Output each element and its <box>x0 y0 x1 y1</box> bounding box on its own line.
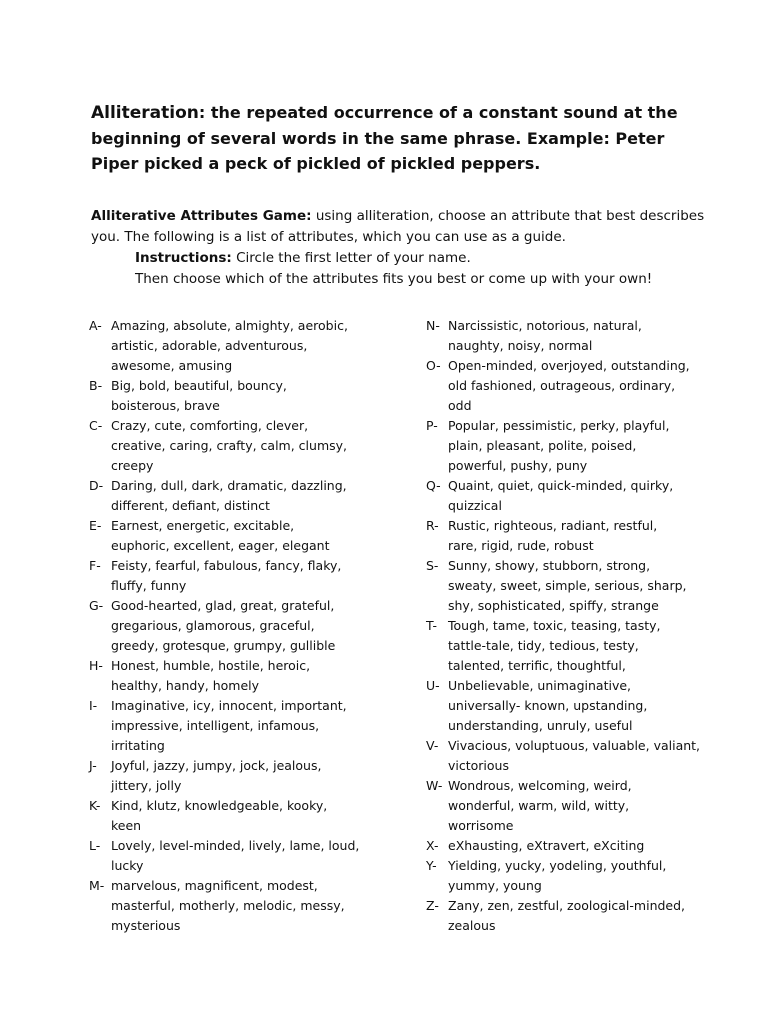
attribute-line: boisterous, brave <box>111 398 220 413</box>
attribute-letter: H- <box>89 658 103 673</box>
attribute-line: shy, sophisticated, spiffy, strange <box>448 598 659 613</box>
attribute-entry <box>89 476 389 516</box>
attribute-list <box>448 896 736 936</box>
attribute-entry <box>426 516 736 556</box>
attribute-line: rare, rigid, rude, robust <box>448 538 594 553</box>
attribute-line: Amazing, absolute, almighty, aerobic, <box>111 318 348 333</box>
attribute-line: fluffy, funny <box>111 578 187 593</box>
attribute-list <box>111 596 389 656</box>
attribute-line: Quaint, quiet, quick-minded, quirky, <box>448 478 674 493</box>
attribute-line: artistic, adorable, adventurous, <box>111 338 308 353</box>
game-intro <box>91 206 711 248</box>
attribute-line: mysterious <box>111 918 181 933</box>
attribute-entry <box>89 836 389 876</box>
attribute-line: Zany, zen, zestful, zoological-minded, <box>448 898 686 913</box>
attribute-line: different, defiant, distinct <box>111 498 270 513</box>
attribute-entry <box>89 556 389 596</box>
attribute-letter: V- <box>426 738 439 753</box>
attribute-list <box>448 516 736 556</box>
attribute-line: wonderful, warm, wild, witty, <box>448 798 630 813</box>
instructions-label: Instructions: <box>135 250 232 266</box>
attribute-line: Feisty, fearful, fabulous, fancy, flaky, <box>111 558 342 573</box>
attribute-line: Sunny, showy, stubborn, strong, <box>448 558 651 573</box>
attribute-entry <box>89 516 389 556</box>
attribute-line: understanding, unruly, useful <box>448 718 633 733</box>
attribute-letter: E- <box>89 518 102 533</box>
instructions-line <box>91 248 711 269</box>
attribute-line: victorious <box>448 758 509 773</box>
attribute-line: Earnest, energetic, excitable, <box>111 518 295 533</box>
attribute-letter: Q- <box>426 478 441 493</box>
attribute-line: Good-hearted, glad, great, grateful, <box>111 598 335 613</box>
attribute-line: healthy, handy, homely <box>111 678 260 693</box>
attribute-line: gregarious, glamorous, graceful, <box>111 618 315 633</box>
attribute-letter: L- <box>89 838 101 853</box>
attribute-entry <box>426 896 736 936</box>
attribute-letter: Z- <box>426 898 439 913</box>
attribute-entry <box>89 756 389 796</box>
attribute-entry <box>89 316 389 376</box>
attribute-list <box>448 316 736 356</box>
attribute-entry <box>426 836 736 856</box>
attribute-line: keen <box>111 818 142 833</box>
attribute-list <box>111 696 389 756</box>
attribute-line: old fashioned, outrageous, ordinary, <box>448 378 676 393</box>
attribute-letter: X- <box>426 838 439 853</box>
attribute-entry <box>89 596 389 656</box>
attribute-line: lucky <box>111 858 144 873</box>
attribute-list <box>111 836 389 876</box>
attribute-line: creative, caring, crafty, calm, clumsy, <box>111 438 347 453</box>
attribute-entry <box>89 416 389 476</box>
attribute-line: Open-minded, overjoyed, outstanding, <box>448 358 690 373</box>
attribute-entry <box>426 736 736 776</box>
attribute-line: Crazy, cute, comforting, clever, <box>111 418 309 433</box>
attribute-entry <box>426 316 736 356</box>
attribute-line: Unbelievable, unimaginative, <box>448 678 632 693</box>
attribute-line: Tough, tame, toxic, teasing, tasty, <box>448 618 661 633</box>
attribute-entry <box>89 796 389 836</box>
attribute-list <box>448 676 736 736</box>
attribute-line: Lovely, level-minded, lively, lame, loud, <box>111 838 360 853</box>
attribute-line: naughty, noisy, normal <box>448 338 593 353</box>
attribute-letter: O- <box>426 358 441 373</box>
attribute-entry <box>426 416 736 476</box>
attribute-entry <box>426 776 736 836</box>
attribute-line: Narcissistic, notorious, natural, <box>448 318 642 333</box>
instructions-text: Circle the first letter of your name. <box>236 250 471 266</box>
attribute-letter: T- <box>426 618 437 633</box>
attribute-line: quizzical <box>448 498 502 513</box>
attribute-line: Joyful, jazzy, jumpy, jock, jealous, <box>111 758 322 773</box>
definition-term: Alliteration <box>91 103 199 123</box>
attribute-line: Imaginative, icy, innocent, important, <box>111 698 347 713</box>
game-text: using alliteration, choose an attribute that best describes you. The following is a list of attributes, which you can use as a guide. <box>91 208 705 245</box>
attribute-letter: C- <box>89 418 103 433</box>
attribute-list <box>111 316 389 376</box>
attribute-line: masterful, motherly, melodic, messy, <box>111 898 345 913</box>
definition-paragraph <box>91 100 691 176</box>
attribute-letter: M- <box>89 878 105 893</box>
attribute-line: Big, bold, beautiful, bouncy, <box>111 378 287 393</box>
attribute-letter: D- <box>89 478 104 493</box>
attribute-letter: R- <box>426 518 439 533</box>
attribute-line: Honest, humble, hostile, heroic, <box>111 658 311 673</box>
attribute-list <box>448 616 736 676</box>
attribute-line: impressive, intelligent, infamous, <box>111 718 320 733</box>
attribute-letter: I- <box>89 698 98 713</box>
attribute-entry <box>426 676 736 736</box>
attribute-list <box>448 556 736 616</box>
attribute-line: tattle-tale, tidy, tedious, testy, <box>448 638 639 653</box>
attribute-line: marvelous, magnificent, modest, <box>111 878 318 893</box>
attribute-line: Daring, dull, dark, dramatic, dazzling, <box>111 478 347 493</box>
attribute-letter: S- <box>426 558 439 573</box>
game-section <box>91 206 711 290</box>
attribute-entry <box>89 376 389 416</box>
attribute-entry <box>426 616 736 676</box>
attribute-entry <box>426 476 736 516</box>
attribute-line: plain, pleasant, polite, poised, <box>448 438 637 453</box>
attribute-list <box>448 856 736 896</box>
attribute-list <box>448 836 736 856</box>
attribute-letter: W- <box>426 778 443 793</box>
attribute-letter: F- <box>89 558 101 573</box>
attribute-line: talented, terrific, thoughtful, <box>448 658 626 673</box>
game-title: Alliterative Attributes Game: <box>91 208 312 224</box>
definition-colon: : <box>198 103 206 122</box>
definition-text: the repeated occurrence of a constant sound at the beginning of several words in the same phrase. Example: Peter Piper picked a peck of pickled of pickled peppers. <box>91 103 678 173</box>
attribute-list <box>111 416 389 476</box>
attribute-list <box>111 376 389 416</box>
attribute-line: Rustic, righteous, radiant, restful, <box>448 518 658 533</box>
attribute-list <box>448 776 736 836</box>
attribute-list <box>111 876 389 936</box>
attributes-column-right <box>426 316 736 936</box>
attribute-letter: J- <box>89 758 97 773</box>
attribute-line: sweaty, sweet, simple, serious, sharp, <box>448 578 687 593</box>
attribute-letter: N- <box>426 318 440 333</box>
attribute-letter: Y- <box>426 858 437 873</box>
attribute-entry <box>426 556 736 616</box>
attribute-list <box>448 416 736 476</box>
attribute-entry <box>426 356 736 416</box>
attribute-line: Vivacious, voluptuous, valuable, valiant, <box>448 738 701 753</box>
attribute-list <box>111 756 389 796</box>
attribute-list <box>111 556 389 596</box>
attribute-list <box>111 656 389 696</box>
attribute-list <box>448 476 736 516</box>
attribute-line: zealous <box>448 918 496 933</box>
attribute-list <box>448 356 736 416</box>
attribute-list <box>111 796 389 836</box>
attribute-letter: B- <box>89 378 103 393</box>
attribute-line: Kind, klutz, knowledgeable, kooky, <box>111 798 328 813</box>
attribute-line: universally- known, upstanding, <box>448 698 648 713</box>
attribute-letter: G- <box>89 598 104 613</box>
attribute-line: powerful, pushy, puny <box>448 458 588 473</box>
attributes-column-left <box>89 316 389 936</box>
attribute-entry <box>426 856 736 896</box>
attribute-entry <box>89 696 389 756</box>
attribute-list <box>111 516 389 556</box>
attribute-line: irritating <box>111 738 165 753</box>
attribute-line: yummy, young <box>448 878 542 893</box>
instructions-followup: Then choose which of the attributes fits you best or come up with your own! <box>135 271 653 287</box>
attribute-list <box>111 476 389 516</box>
attribute-line: greedy, grotesque, grumpy, gullible <box>111 638 336 653</box>
attribute-line: Yielding, yucky, yodeling, youthful, <box>448 858 667 873</box>
attribute-letter: U- <box>426 678 440 693</box>
attribute-line: odd <box>448 398 472 413</box>
attribute-line: worrisome <box>448 818 514 833</box>
attribute-line: creepy <box>111 458 154 473</box>
attribute-line: jittery, jolly <box>111 778 182 793</box>
attribute-line: awesome, amusing <box>111 358 233 373</box>
attribute-list <box>448 736 736 776</box>
attribute-line: Popular, pessimistic, perky, playful, <box>448 418 670 433</box>
attribute-entry <box>89 876 389 936</box>
attribute-line: euphoric, excellent, eager, elegant <box>111 538 330 553</box>
attribute-line: Wondrous, welcoming, weird, <box>448 778 632 793</box>
attribute-letter: A- <box>89 318 102 333</box>
attribute-letter: P- <box>426 418 438 433</box>
attribute-entry <box>89 656 389 696</box>
attribute-letter: K- <box>89 798 101 813</box>
attribute-line: eXhausting, eXtravert, eXciting <box>448 838 645 853</box>
